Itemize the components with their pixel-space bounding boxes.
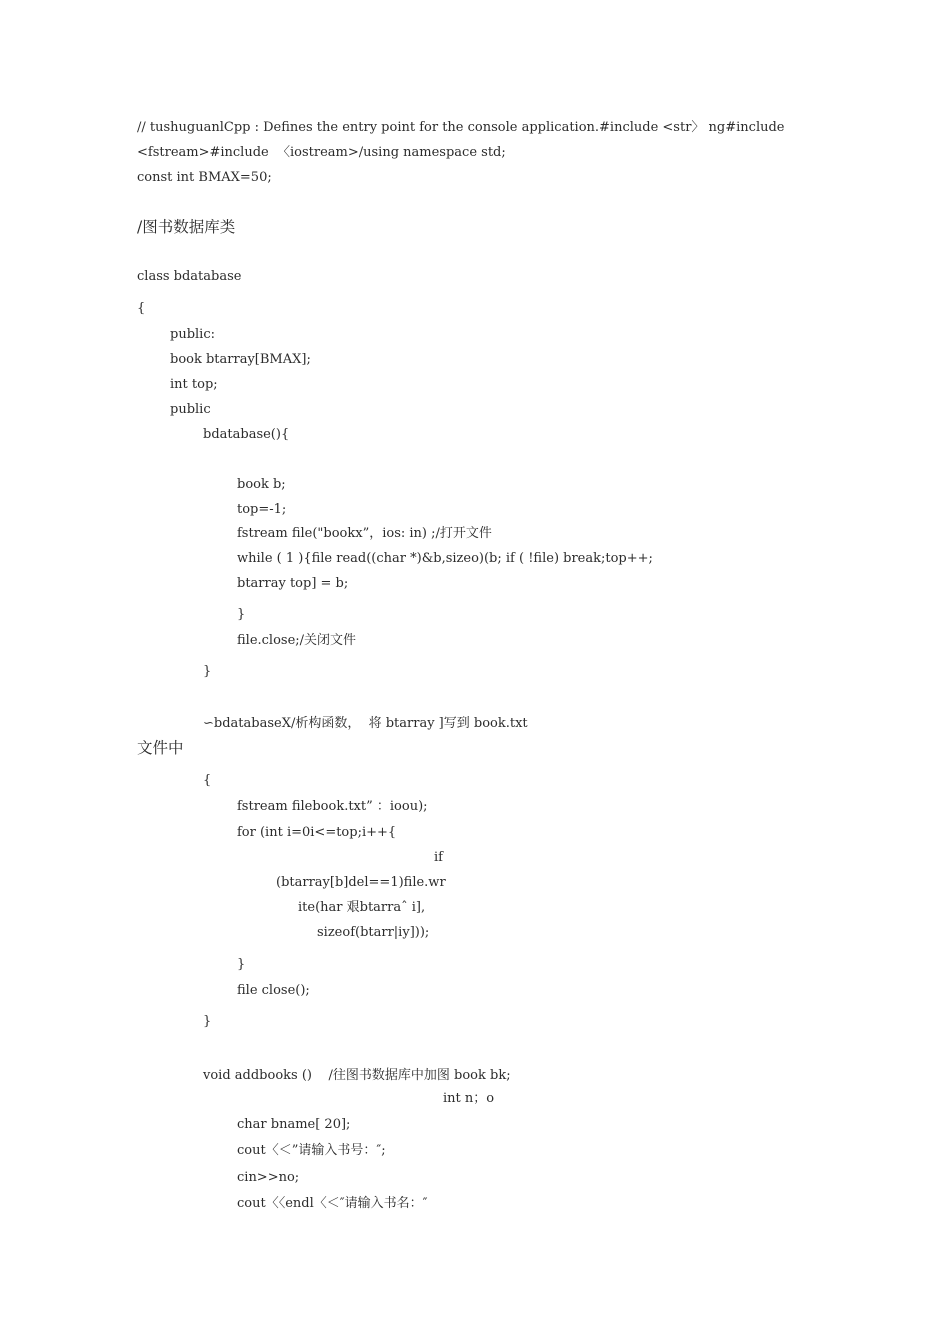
code-line-brace-close-1: } [237,607,246,622]
code-line-sizeof: sizeof(btarr|iy])); [317,925,430,940]
code-line-book-b: book b; [237,477,286,492]
code-line-include: // tushuguanlCpp : Defines the entry point for the console application.#include <str〉 ng#include [137,120,785,135]
code-line-fstream-out: fstream filebook.txt” ：ioou); [237,799,428,814]
code-line-int-no: int n；o [443,1091,495,1106]
code-line-btarray: book btarray[BMAX]; [170,352,311,367]
code-line-top-init: top=-1; [237,502,287,517]
code-line-top: int top; [170,377,218,392]
code-line-cout-name: cout〈〈endl〈＜″请输入书名：″ [237,1196,428,1211]
code-line-namespace: <fstream>#include 〈iostream>/using namespace std; [137,145,506,160]
code-line-constructor: bdatabase(){ [203,427,290,442]
code-line-public: public [170,402,211,417]
code-line-fstream-open: fstream file("bookx”，ios: in) ;/打开文件 [237,526,492,541]
comment-book-db-class: /图书数据库类 [137,218,236,236]
code-line-if-cond: (btarray[b]del==1)file.wr [276,875,446,890]
code-line-brace-open: { [137,301,146,316]
code-line-brace-open-2: { [203,773,212,788]
code-line-for: for (int i=0i<=top;i++{ [237,825,397,840]
code-line-brace-close-3: } [237,957,246,972]
code-line-destructor-cont: 文件中 [137,739,184,757]
code-line-destructor: ∽bdatabaseX/析构函数， 将 btarray ]写到 book.txt [203,716,528,731]
code-line-cout-no: cout〈＜”请输入书号：″; [237,1143,386,1158]
code-line-addbooks: void addbooks () /往图书数据库中加图 book bk; [203,1068,511,1083]
code-line-class: class bdatabase [137,269,242,284]
code-line-const: const int BMAX=50; [137,170,272,185]
code-line-brace-close-4: } [203,1014,212,1029]
code-line-if: if [434,850,443,865]
code-line-brace-close-2: } [203,664,212,679]
code-line-while: while ( 1 ){file read((char *)&b,sizeo)(b; if ( !file) break;top++; [237,551,653,566]
code-line-file-close-2: file close(); [237,983,310,998]
code-line-btarray-assign: btarray top] = b; [237,576,349,591]
code-line-cin-no: cin>>no; [237,1170,300,1185]
code-line-write: ite(har 艰btarraˆ i], [298,900,426,915]
code-line-file-close: file.close;/关闭文件 [237,633,357,648]
code-line-public-label: public: [170,327,215,342]
code-line-char-bname: char bname[ 20]; [237,1117,351,1132]
